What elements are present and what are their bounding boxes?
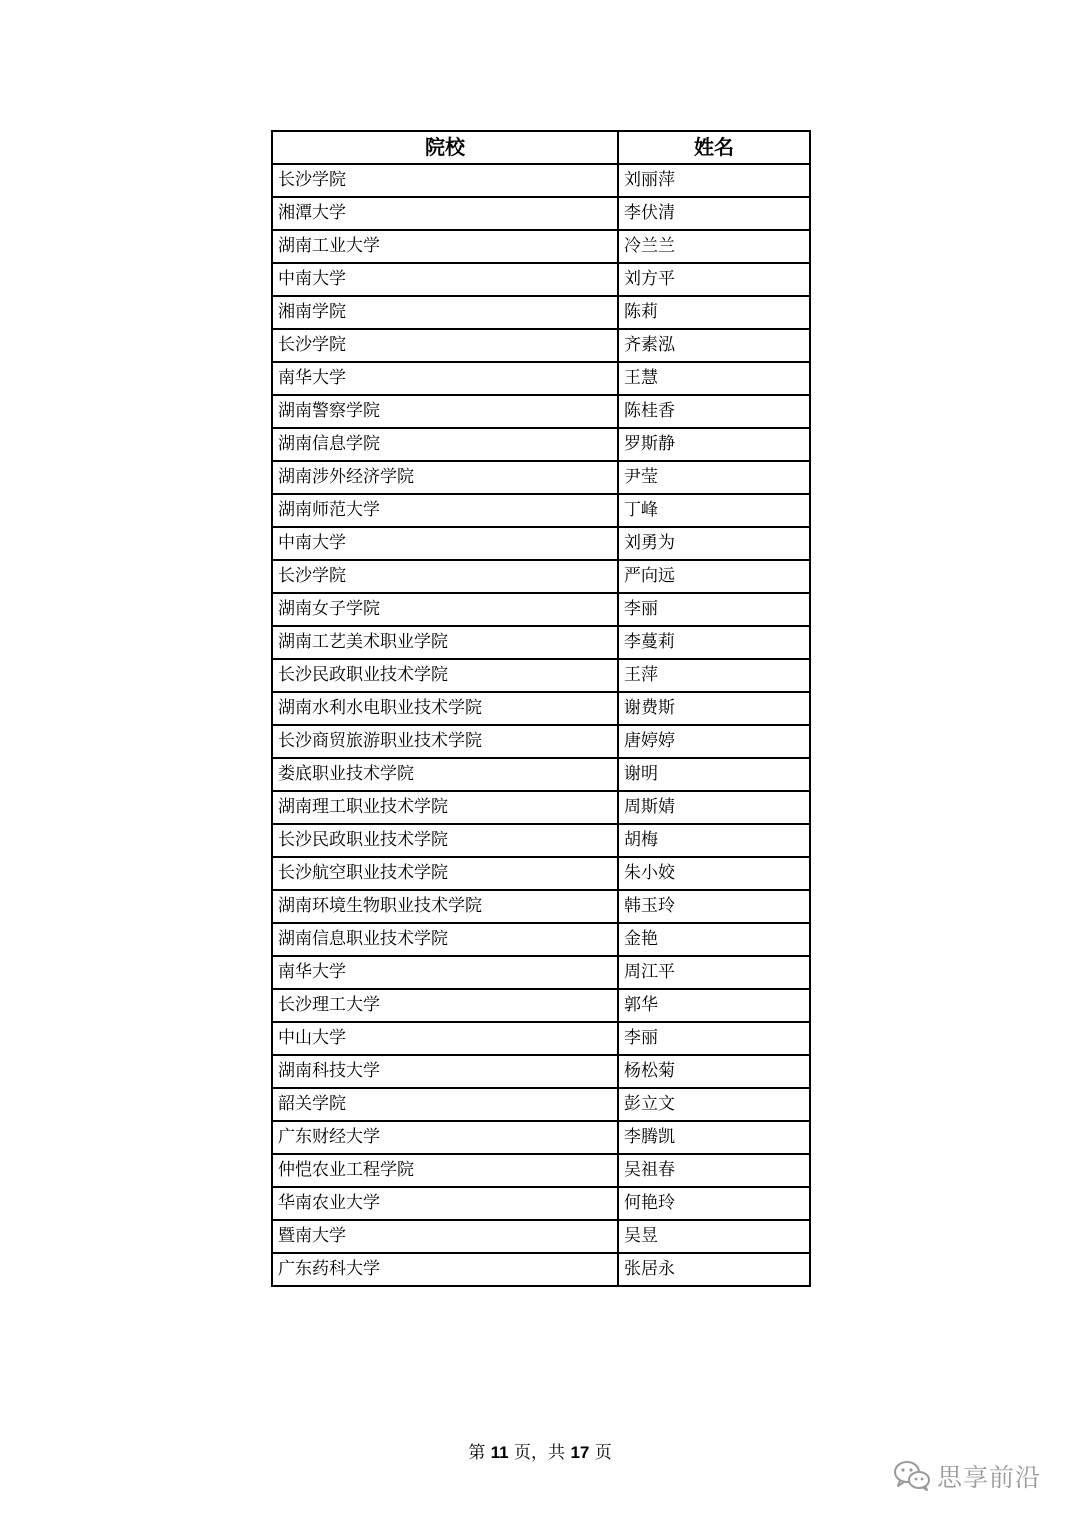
- school-cell: 长沙学院: [272, 560, 618, 593]
- name-cell: 王慧: [618, 362, 810, 395]
- table-row: [272, 1220, 810, 1253]
- school-cell: 湘潭大学: [272, 197, 618, 230]
- table-row: [272, 461, 810, 494]
- school-cell: 中山大学: [272, 1022, 618, 1055]
- school-cell: 长沙民政职业技术学院: [272, 659, 618, 692]
- name-cell: 罗斯静: [618, 428, 810, 461]
- table-row: [272, 758, 810, 791]
- total-pages-number: 17: [570, 1443, 590, 1462]
- name-cell: 李腾凯: [618, 1121, 810, 1154]
- table-row: [272, 626, 810, 659]
- watermark-text: 思享前沿: [937, 1463, 1042, 1492]
- table-row: [272, 1121, 810, 1154]
- table-row: [272, 791, 810, 824]
- table-row: [272, 956, 810, 989]
- watermark: [893, 1458, 1041, 1494]
- school-cell: 华南农业大学: [272, 1187, 618, 1220]
- table-body: [272, 164, 810, 1286]
- table-row: [272, 593, 810, 626]
- name-cell: 吴昱: [618, 1220, 810, 1253]
- school-cell: 中南大学: [272, 263, 618, 296]
- school-cell: 娄底职业技术学院: [272, 758, 618, 791]
- school-cell: 韶关学院: [272, 1088, 618, 1121]
- table-header-row: [272, 131, 810, 164]
- footer-middle: 页，共: [508, 1443, 571, 1463]
- name-cell: 李伏清: [618, 197, 810, 230]
- table-row: [272, 1253, 810, 1286]
- table-row: [272, 329, 810, 362]
- table-row: [272, 923, 810, 956]
- name-cell: 李丽: [618, 593, 810, 626]
- name-cell: 金艳: [618, 923, 810, 956]
- roster-table: [271, 130, 811, 1287]
- name-cell: 吴祖春: [618, 1154, 810, 1187]
- name-cell: 丁峰: [618, 494, 810, 527]
- school-cell: 湖南警察学院: [272, 395, 618, 428]
- name-cell: 尹莹: [618, 461, 810, 494]
- name-cell: 杨松菊: [618, 1055, 810, 1088]
- table-row: [272, 1187, 810, 1220]
- school-cell: 长沙民政职业技术学院: [272, 824, 618, 857]
- name-cell: 齐素泓: [618, 329, 810, 362]
- school-cell: 长沙航空职业技术学院: [272, 857, 618, 890]
- name-cell: 陈莉: [618, 296, 810, 329]
- school-cell: 中南大学: [272, 527, 618, 560]
- footer-prefix: 第: [468, 1443, 491, 1463]
- school-cell: 湖南工艺美术职业学院: [272, 626, 618, 659]
- school-cell: 湖南信息职业技术学院: [272, 923, 618, 956]
- table-row: [272, 230, 810, 263]
- name-cell: 严向远: [618, 560, 810, 593]
- school-cell: 长沙理工大学: [272, 989, 618, 1022]
- table-row: [272, 560, 810, 593]
- school-cell: 湖南工业大学: [272, 230, 618, 263]
- table-row: [272, 296, 810, 329]
- header-school: 院校: [272, 131, 618, 164]
- school-cell: 湖南理工职业技术学院: [272, 791, 618, 824]
- name-cell: 谢费斯: [618, 692, 810, 725]
- table-row: [272, 725, 810, 758]
- school-cell: 长沙学院: [272, 164, 618, 197]
- school-cell: 湖南女子学院: [272, 593, 618, 626]
- table-row: [272, 989, 810, 1022]
- name-cell: 彭立文: [618, 1088, 810, 1121]
- school-cell: 广东药科大学: [272, 1253, 618, 1286]
- school-cell: 仲恺农业工程学院: [272, 1154, 618, 1187]
- school-cell: 湖南科技大学: [272, 1055, 618, 1088]
- name-cell: 李蔓莉: [618, 626, 810, 659]
- table-row: [272, 659, 810, 692]
- table-row: [272, 1022, 810, 1055]
- table-row: [272, 1055, 810, 1088]
- school-cell: 南华大学: [272, 362, 618, 395]
- table-row: [272, 395, 810, 428]
- school-cell: 湖南信息学院: [272, 428, 618, 461]
- name-cell: 王萍: [618, 659, 810, 692]
- table-row: [272, 527, 810, 560]
- table-row: [272, 263, 810, 296]
- school-cell: 南华大学: [272, 956, 618, 989]
- name-cell: 唐婷婷: [618, 725, 810, 758]
- name-cell: 李丽: [618, 1022, 810, 1055]
- table-row: [272, 692, 810, 725]
- name-cell: 谢明: [618, 758, 810, 791]
- school-cell: 湖南师范大学: [272, 494, 618, 527]
- table-row: [272, 890, 810, 923]
- footer-suffix: 页: [589, 1443, 612, 1463]
- name-cell: 冷兰兰: [618, 230, 810, 263]
- table-row: [272, 1154, 810, 1187]
- school-cell: 长沙商贸旅游职业技术学院: [272, 725, 618, 758]
- school-cell: 广东财经大学: [272, 1121, 618, 1154]
- name-cell: 刘勇为: [618, 527, 810, 560]
- table-row: [272, 824, 810, 857]
- school-cell: 湖南环境生物职业技术学院: [272, 890, 618, 923]
- name-cell: 刘丽萍: [618, 164, 810, 197]
- school-cell: 湘南学院: [272, 296, 618, 329]
- name-cell: 韩玉玲: [618, 890, 810, 923]
- name-cell: 刘方平: [618, 263, 810, 296]
- table-row: [272, 164, 810, 197]
- name-cell: 周江平: [618, 956, 810, 989]
- school-cell: 湖南水利水电职业技术学院: [272, 692, 618, 725]
- table-row: [272, 428, 810, 461]
- header-name: 姓名: [618, 131, 810, 164]
- table-row: [272, 857, 810, 890]
- name-cell: 周斯婧: [618, 791, 810, 824]
- school-cell: 湖南涉外经济学院: [272, 461, 618, 494]
- name-cell: 郭华: [618, 989, 810, 1022]
- table-row: [272, 494, 810, 527]
- wechat-icon: [893, 1460, 931, 1492]
- school-cell: 长沙学院: [272, 329, 618, 362]
- name-cell: 朱小姣: [618, 857, 810, 890]
- table-row: [272, 1088, 810, 1121]
- name-cell: 陈桂香: [618, 395, 810, 428]
- table-row: [272, 197, 810, 230]
- table-row: [272, 362, 810, 395]
- name-cell: 胡梅: [618, 824, 810, 857]
- current-page-number: 11: [490, 1443, 509, 1462]
- name-cell: 张居永: [618, 1253, 810, 1286]
- school-cell: 暨南大学: [272, 1220, 618, 1253]
- name-cell: 何艳玲: [618, 1187, 810, 1220]
